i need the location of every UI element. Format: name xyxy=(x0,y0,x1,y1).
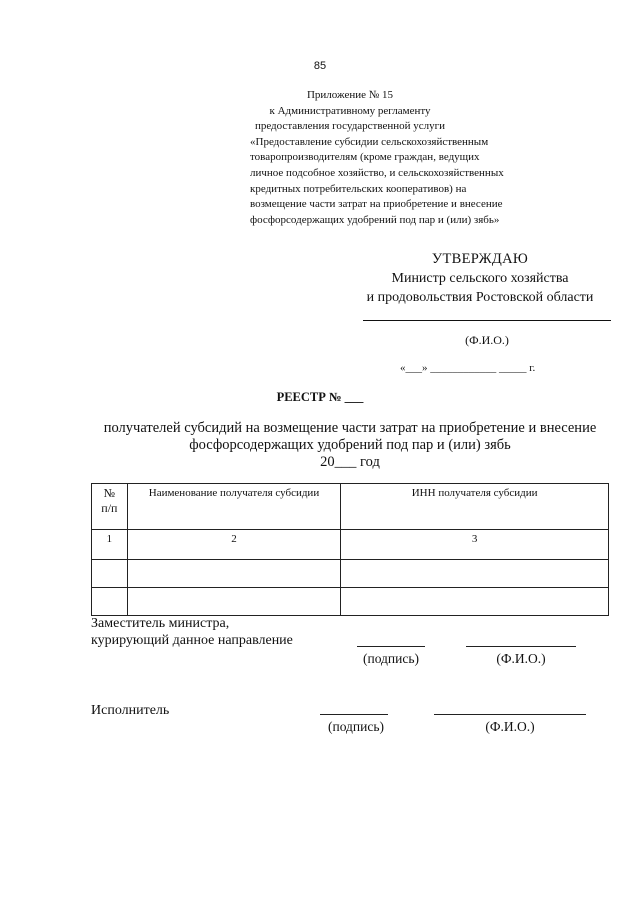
executor-signature-caption: (подпись) xyxy=(327,719,385,734)
approval-position-line: Министр сельского хозяйства xyxy=(391,271,569,286)
executor-fio-caption: (Ф.И.О.) xyxy=(485,719,535,734)
deputy-line: курирующий данное направление xyxy=(91,633,293,648)
table-row xyxy=(92,560,609,588)
appendix-line: личное подсобное хозяйство, и сельскохозяйственных xyxy=(250,166,504,179)
empty-cell[interactable] xyxy=(92,560,128,588)
appendix-line: к Административному регламенту xyxy=(269,104,431,117)
table-header-row xyxy=(92,484,609,530)
header-number-symbol: № xyxy=(103,486,116,500)
index-cell: 3 xyxy=(341,530,609,560)
approval-fio-caption: (Ф.И.О.) xyxy=(465,333,509,347)
index-cell: 1 xyxy=(92,530,128,560)
appendix-line: возмещение части затрат на приобретение и внесение xyxy=(250,198,503,211)
approval-signature-line xyxy=(363,320,611,321)
registry-year: 20___ год xyxy=(320,454,380,470)
registry-subtitle-line: фосфорсодержащих удобрений под пар и (или) зябь xyxy=(189,437,511,453)
executor-signature-line xyxy=(320,714,388,715)
header-inn-cell: ИНН получателя субсидии xyxy=(341,484,609,530)
appendix-line: кредитных потребительских кооперативов) на xyxy=(250,182,467,195)
approval-heading: УТВЕРЖДАЮ xyxy=(431,251,529,267)
empty-cell[interactable] xyxy=(92,588,128,616)
registry-subtitle-line: получателей субсидий на возмещение части затрат на приобретение и внесение xyxy=(103,420,597,436)
header-number-abbr: п/п xyxy=(101,501,118,515)
deputy-fio-line xyxy=(466,646,576,647)
index-cell: 2 xyxy=(127,530,340,560)
appendix-line: «Предоставление субсидии сельскохозяйственным xyxy=(250,135,489,148)
deputy-signature-caption: (подпись) xyxy=(362,651,420,666)
approval-position-line: и продовольствия Ростовской области xyxy=(366,290,594,305)
table-row xyxy=(92,588,609,616)
executor-label: Исполнитель xyxy=(91,703,170,718)
header-name-cell: Наименование получателя субсидии xyxy=(127,484,340,530)
empty-cell[interactable] xyxy=(127,588,340,616)
approval-block xyxy=(340,250,620,307)
deputy-signature-line xyxy=(357,646,425,647)
registry-table xyxy=(91,483,609,616)
registry-title: РЕЕСТР № ___ xyxy=(276,390,364,404)
registry-subtitle xyxy=(70,420,630,471)
appendix-line: товаропроизводителям (кроме граждан, ведущих xyxy=(250,151,480,164)
appendix-line: фосфорсодержащих удобрений под пар и (или) зябь» xyxy=(250,213,500,226)
executor-fio-line xyxy=(434,714,586,715)
deputy-fio-caption: (Ф.И.О.) xyxy=(496,651,546,666)
empty-cell[interactable] xyxy=(341,560,609,588)
empty-cell[interactable] xyxy=(127,560,340,588)
appendix-line: предоставления государственной услуги xyxy=(254,120,446,133)
appendix-line: Приложение № 15 xyxy=(306,89,394,101)
page-number: 85 xyxy=(313,60,327,72)
header-number-cell xyxy=(92,484,128,530)
appendix-header xyxy=(250,88,504,228)
approval-date-line: «___» ____________ _____ г. xyxy=(400,362,536,374)
deputy-line: Заместитель министра, xyxy=(91,616,230,631)
deputy-minister-label xyxy=(91,615,351,649)
empty-cell[interactable] xyxy=(341,588,609,616)
table-index-row xyxy=(92,530,609,560)
